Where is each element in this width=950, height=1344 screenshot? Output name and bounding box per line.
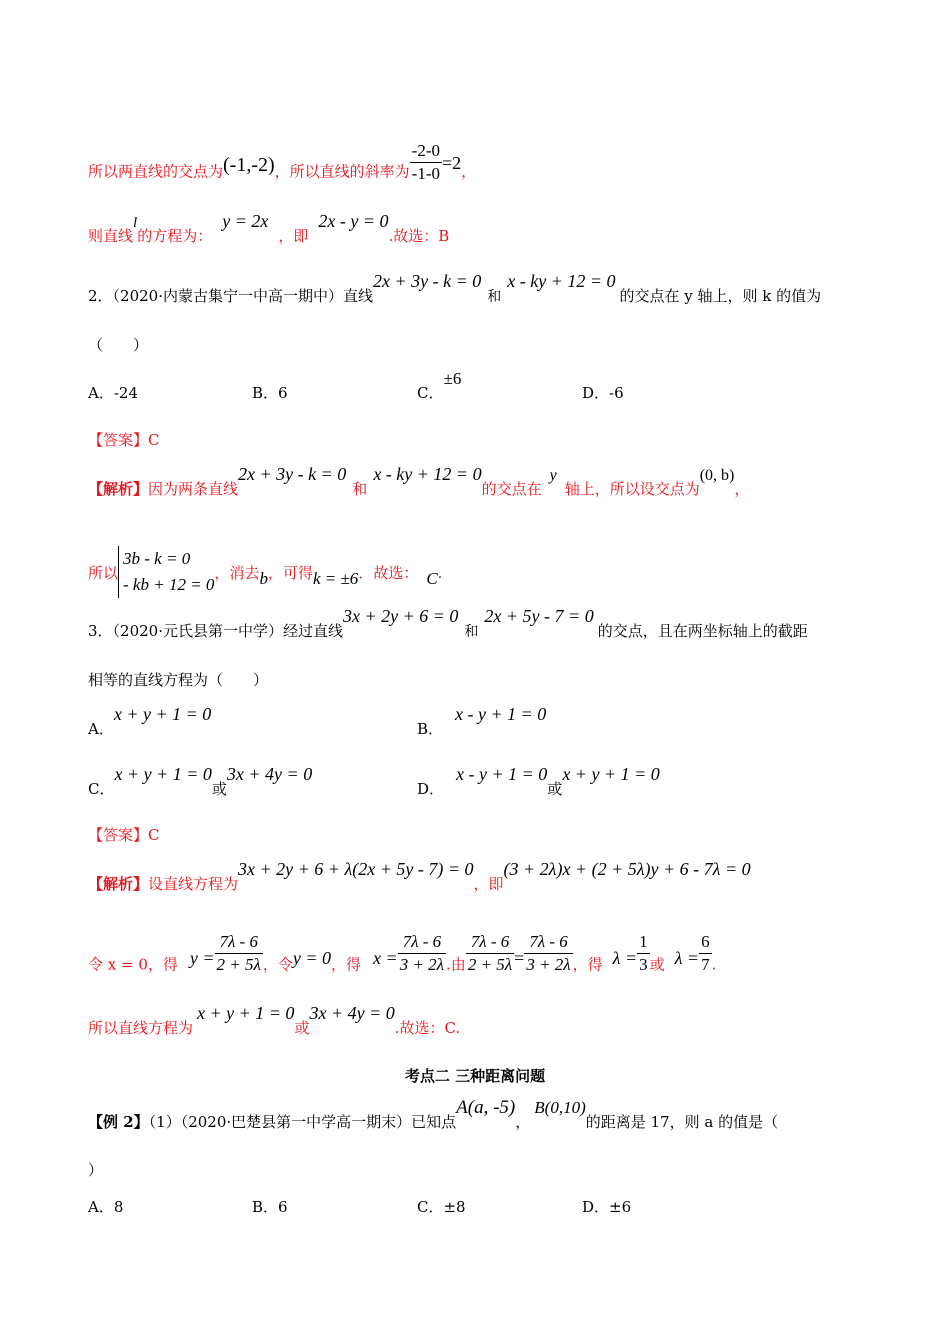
system-eq1: 3b - k = 0	[123, 549, 191, 568]
text: C．	[88, 780, 115, 798]
example-2	[88, 1097, 862, 1132]
text: B．	[417, 720, 444, 738]
math-family-expanded: (3 + 2λ)x + (2 + 5λ)y + 6 - 7λ = 0	[503, 859, 751, 879]
text: C．	[417, 384, 444, 402]
math-option: 3x + 4y = 0	[309, 1003, 395, 1023]
text: 因为两条直线	[148, 480, 239, 498]
analysis-2-line2	[88, 548, 862, 600]
math-family: 3x + 2y + 6 + λ(2x + 5y - 7) = 0	[238, 859, 474, 879]
math-option: x + y + 1 = 0	[197, 1003, 295, 1023]
math-pm6: ±6	[443, 369, 462, 388]
math-c: C	[426, 569, 438, 588]
text: 或	[211, 780, 227, 798]
frac-num: 7λ - 6	[215, 931, 263, 954]
text: ，	[515, 1113, 531, 1131]
math-option: x - y + 1 = 0	[455, 704, 547, 724]
line-equation	[88, 211, 862, 247]
text: .故选：B	[388, 227, 450, 245]
text: （ ）	[88, 336, 149, 354]
frac-num: 7λ - 6	[466, 931, 514, 954]
text: D．-6	[582, 384, 624, 402]
math-lambda: λ =	[612, 947, 638, 968]
answer-3	[88, 825, 862, 845]
text: .故选：C.	[394, 1019, 461, 1037]
fraction	[466, 931, 514, 976]
option-a[interactable]	[88, 704, 212, 739]
math-lambda: λ =	[674, 947, 700, 968]
fraction	[215, 931, 263, 976]
option-d[interactable]	[582, 1196, 631, 1217]
math-eq: =	[514, 947, 525, 968]
math-option: x - y + 1 = 0	[456, 764, 548, 784]
text: 3．（2020·元氏县第一中学）经过直线	[88, 622, 343, 640]
text: ，消去	[214, 564, 260, 582]
text: 的距离是 17，则 a 的值是（	[585, 1113, 779, 1131]
answer-2	[88, 430, 862, 450]
frac-num: -2-0	[410, 140, 442, 163]
math-y2x: y = 2x	[222, 211, 269, 231]
text: .	[437, 564, 443, 582]
option-c[interactable]	[88, 764, 313, 799]
option-a[interactable]	[88, 382, 138, 403]
fraction	[699, 931, 712, 976]
text: A．	[88, 720, 114, 738]
math-point: (-1,-2)	[223, 153, 275, 176]
math-option: 3x + 4y = 0	[226, 764, 313, 784]
text: 的交点，且在两坐标轴上的截距	[597, 622, 808, 640]
math-y0: y = 0	[292, 947, 332, 968]
analysis-3-line3	[88, 1003, 862, 1038]
text: B．6	[252, 384, 288, 402]
text: 和	[487, 289, 502, 305]
math-k: k = ±6	[312, 569, 359, 588]
frac-den: 3	[639, 955, 648, 974]
text: C．±8	[417, 1198, 466, 1216]
text: 所以	[88, 564, 119, 582]
question-2-paren	[88, 335, 862, 355]
text: 2．（2020·内蒙古集宁一中高一期中）直线	[88, 287, 373, 305]
math-eq: =2	[442, 152, 462, 173]
text: 的方程为：	[137, 227, 213, 245]
option-b[interactable]	[417, 704, 547, 739]
option-d[interactable]	[582, 382, 624, 403]
math-y: y =	[189, 947, 215, 968]
question-3	[88, 606, 862, 642]
text: ，	[734, 480, 750, 498]
text: 【答案】C	[88, 431, 160, 449]
text: ）	[88, 1161, 104, 1179]
text: 则直线	[88, 227, 134, 245]
text: ，即	[278, 227, 309, 245]
fraction	[637, 931, 650, 976]
math-line2: 2x + 5y - 7 = 0	[484, 606, 594, 626]
frac-den: -1-0	[411, 164, 440, 183]
text: D．	[417, 780, 445, 798]
text: （1）（2020·巴楚县第一中学高一期末）已知点	[148, 1113, 457, 1131]
text: 和	[352, 480, 368, 498]
frac-den: 2 + 5λ	[216, 955, 261, 974]
math-line2: x - ky + 12 = 0	[507, 271, 616, 291]
text: .	[711, 955, 717, 974]
text: A．-24	[88, 384, 138, 402]
question-3-line2	[88, 670, 862, 690]
math-option: x + y + 1 = 0	[113, 704, 212, 724]
fraction	[398, 931, 446, 976]
math-point-b: B(0,10)	[534, 1098, 586, 1117]
math-option: x + y + 1 = 0	[562, 764, 660, 784]
text: 或	[547, 780, 563, 798]
math-point: (0, b)	[699, 467, 735, 484]
math-l: l	[133, 215, 138, 231]
frac-num: 1	[637, 931, 650, 954]
section-title: 考点二 三种距离问题	[404, 1067, 546, 1085]
text: D．±6	[582, 1198, 632, 1216]
frac-num: 7λ - 6	[398, 931, 446, 954]
math-line2: x - ky + 12 = 0	[373, 464, 482, 484]
math-2xy: 2x - y = 0	[318, 211, 389, 231]
system-eq2: - kb + 12 = 0	[123, 575, 215, 594]
text: 设直线方程为	[148, 875, 239, 893]
fraction-slope	[410, 140, 442, 185]
text: 相等的直线方程为（ ）	[88, 671, 269, 689]
text: 【答案】C	[88, 826, 160, 844]
math-line1: 2x + 3y - k = 0	[238, 464, 347, 484]
text: 的交点在 y 轴上，则 k 的值为	[619, 287, 822, 305]
math-option: x + y + 1 = 0	[114, 764, 212, 784]
text: ，得	[572, 955, 603, 974]
text: 和	[464, 624, 479, 640]
analysis-2-line1	[88, 464, 862, 500]
text: .由	[446, 955, 466, 974]
text: A．8	[88, 1198, 124, 1216]
frac-num: 7λ - 6	[524, 931, 572, 954]
frac-den: 3 + 2λ	[399, 955, 445, 974]
text: ，令	[262, 955, 293, 974]
text: ，即	[473, 875, 504, 893]
analysis-3-line1	[88, 859, 862, 894]
option-c[interactable]	[417, 369, 462, 403]
text: ，所以直线的斜率为	[274, 162, 410, 181]
text: 轴上，所以设交点为	[564, 480, 700, 498]
text: 令 x = 0，得	[88, 955, 178, 974]
option-d[interactable]	[417, 764, 660, 799]
frac-num: 6	[699, 931, 712, 954]
text: ，	[461, 162, 477, 181]
question-2	[88, 271, 862, 307]
text: 的交点在	[481, 480, 542, 498]
equation-system	[118, 546, 214, 598]
math-y: y	[549, 467, 557, 484]
fraction	[524, 931, 572, 976]
example-2-close	[88, 1160, 862, 1180]
math-line1: 3x + 2y + 6 = 0	[343, 606, 459, 626]
text: 【解析】	[88, 875, 149, 893]
option-b[interactable]	[252, 1196, 288, 1217]
text: 所以两直线的交点为	[88, 162, 224, 181]
text: ，得	[331, 955, 362, 974]
math-x: x =	[373, 947, 398, 968]
text: B．6	[252, 1198, 288, 1216]
text: 【例 2】	[88, 1113, 149, 1131]
math-b: b	[259, 569, 268, 588]
frac-den: 2 + 5λ	[467, 955, 513, 974]
text: ．故选：	[358, 564, 419, 582]
math-point-a: A(a, -5)	[456, 1097, 516, 1118]
option-c[interactable]	[417, 1196, 466, 1217]
frac-den: 7	[701, 955, 710, 974]
text: 所以直线方程为	[88, 1019, 194, 1037]
line-intersection	[88, 141, 862, 195]
text: 或	[294, 1019, 310, 1037]
option-b[interactable]	[252, 382, 288, 403]
text: 或	[649, 955, 665, 974]
frac-den: 3 + 2λ	[526, 955, 571, 974]
text: 【解析】	[88, 480, 149, 498]
text: ，可得	[267, 564, 313, 582]
option-a[interactable]	[88, 1196, 123, 1217]
math-line1: 2x + 3y - k = 0	[373, 271, 482, 291]
